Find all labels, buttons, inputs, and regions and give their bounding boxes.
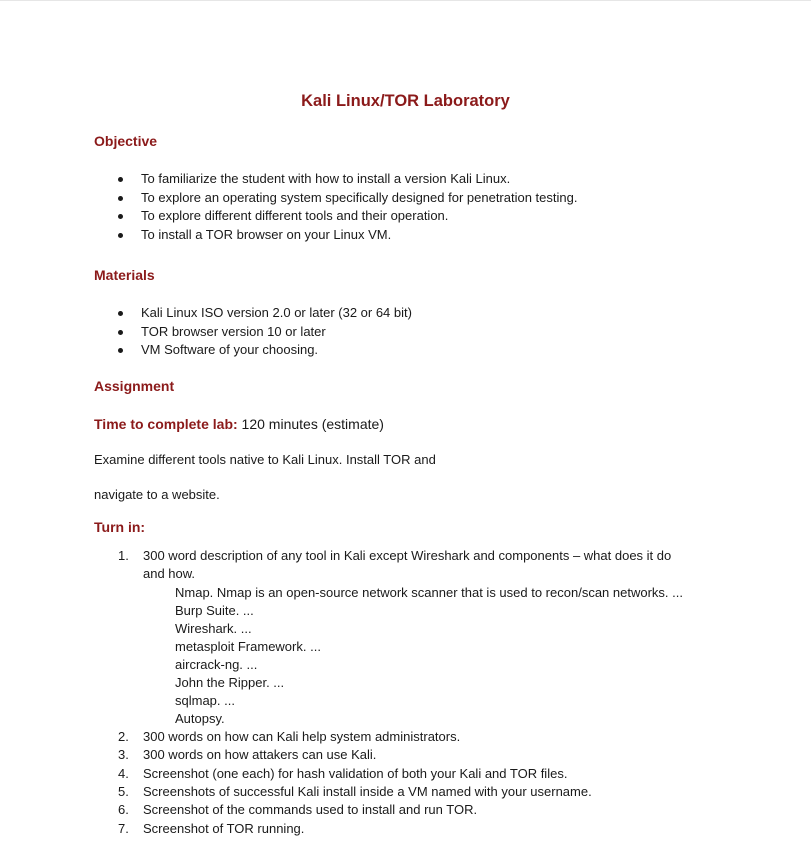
bullet-icon <box>118 177 123 182</box>
list-item: To install a TOR browser on your Linux VM. <box>118 226 577 245</box>
list-item: 5. Screenshots of successful Kali install inside a VM named with your username. <box>118 784 592 800</box>
list-item: 6. Screenshot of the commands used to install and run TOR. <box>118 802 478 818</box>
tool-item: Wireshark. ... <box>175 620 252 636</box>
bullet-icon <box>118 348 123 353</box>
list-item: VM Software of your choosing. <box>118 341 412 360</box>
time-value: 120 minutes (estimate) <box>237 416 384 432</box>
tool-item: sqlmap. ... <box>175 692 235 708</box>
bullet-icon <box>118 233 123 238</box>
assignment-paragraph-2: navigate to a website. <box>94 487 220 502</box>
assignment-heading: Assignment <box>94 378 175 394</box>
list-item: To explore different different tools and their operation. <box>118 207 577 226</box>
list-item: 3. 300 words on how attakers can use Kali. <box>118 747 377 763</box>
objective-list <box>118 170 577 244</box>
list-item: 7. Screenshot of TOR running. <box>118 820 305 836</box>
tool-item: Nmap. Nmap is an open-source network scanner that is used to recon/scan networks. ... <box>175 584 683 600</box>
materials-list <box>118 304 412 360</box>
list-item: To explore an operating system specifically designed for penetration testing. <box>118 189 577 208</box>
bullet-icon <box>118 214 123 219</box>
tool-item: John the Ripper. ... <box>175 674 285 690</box>
turn-in-list <box>118 547 683 838</box>
bullet-icon <box>118 311 123 316</box>
materials-heading: Materials <box>94 267 155 283</box>
list-item: 4. Screenshot (one each) for hash validation of both your Kali and TOR files. <box>118 765 568 781</box>
list-item: To familiarize the student with how to install a version Kali Linux. <box>118 170 577 189</box>
tool-item: aircrack-ng. ... <box>175 656 258 672</box>
turn-in-heading: Turn in: <box>94 519 146 535</box>
bullet-icon <box>118 330 123 335</box>
tool-item: metasploit Framework. ... <box>175 638 321 654</box>
tool-list <box>143 584 683 728</box>
document-title: Kali Linux/TOR Laboratory <box>301 92 510 110</box>
time-estimate <box>94 416 384 432</box>
bullet-icon <box>118 196 123 201</box>
list-item: 1. 300 word description of any tool in Kali except Wireshark and components – what does it do and how. Nmap. Nmap is an open-source network scanner that is used to recon/scan networks. ... Burp Suite. ... Wireshark. ... metasploit Framework. ... aircrack-ng. ... John the Ripper. ... sqlmap. ... Autopsy. <box>118 548 683 726</box>
list-item: Kali Linux ISO version 2.0 or later (32 or 64 bit) <box>118 304 412 323</box>
tool-item: Autopsy. <box>175 710 225 726</box>
tool-item: Burp Suite. ... <box>175 602 254 618</box>
list-item: 2. 300 words on how can Kali help system administrators. <box>118 728 461 744</box>
objective-heading: Objective <box>94 133 158 149</box>
assignment-paragraph-1: Examine different tools native to Kali Linux. Install TOR and <box>94 452 436 467</box>
time-label: Time to complete lab: <box>94 416 238 432</box>
list-item: TOR browser version 10 or later <box>118 323 412 342</box>
